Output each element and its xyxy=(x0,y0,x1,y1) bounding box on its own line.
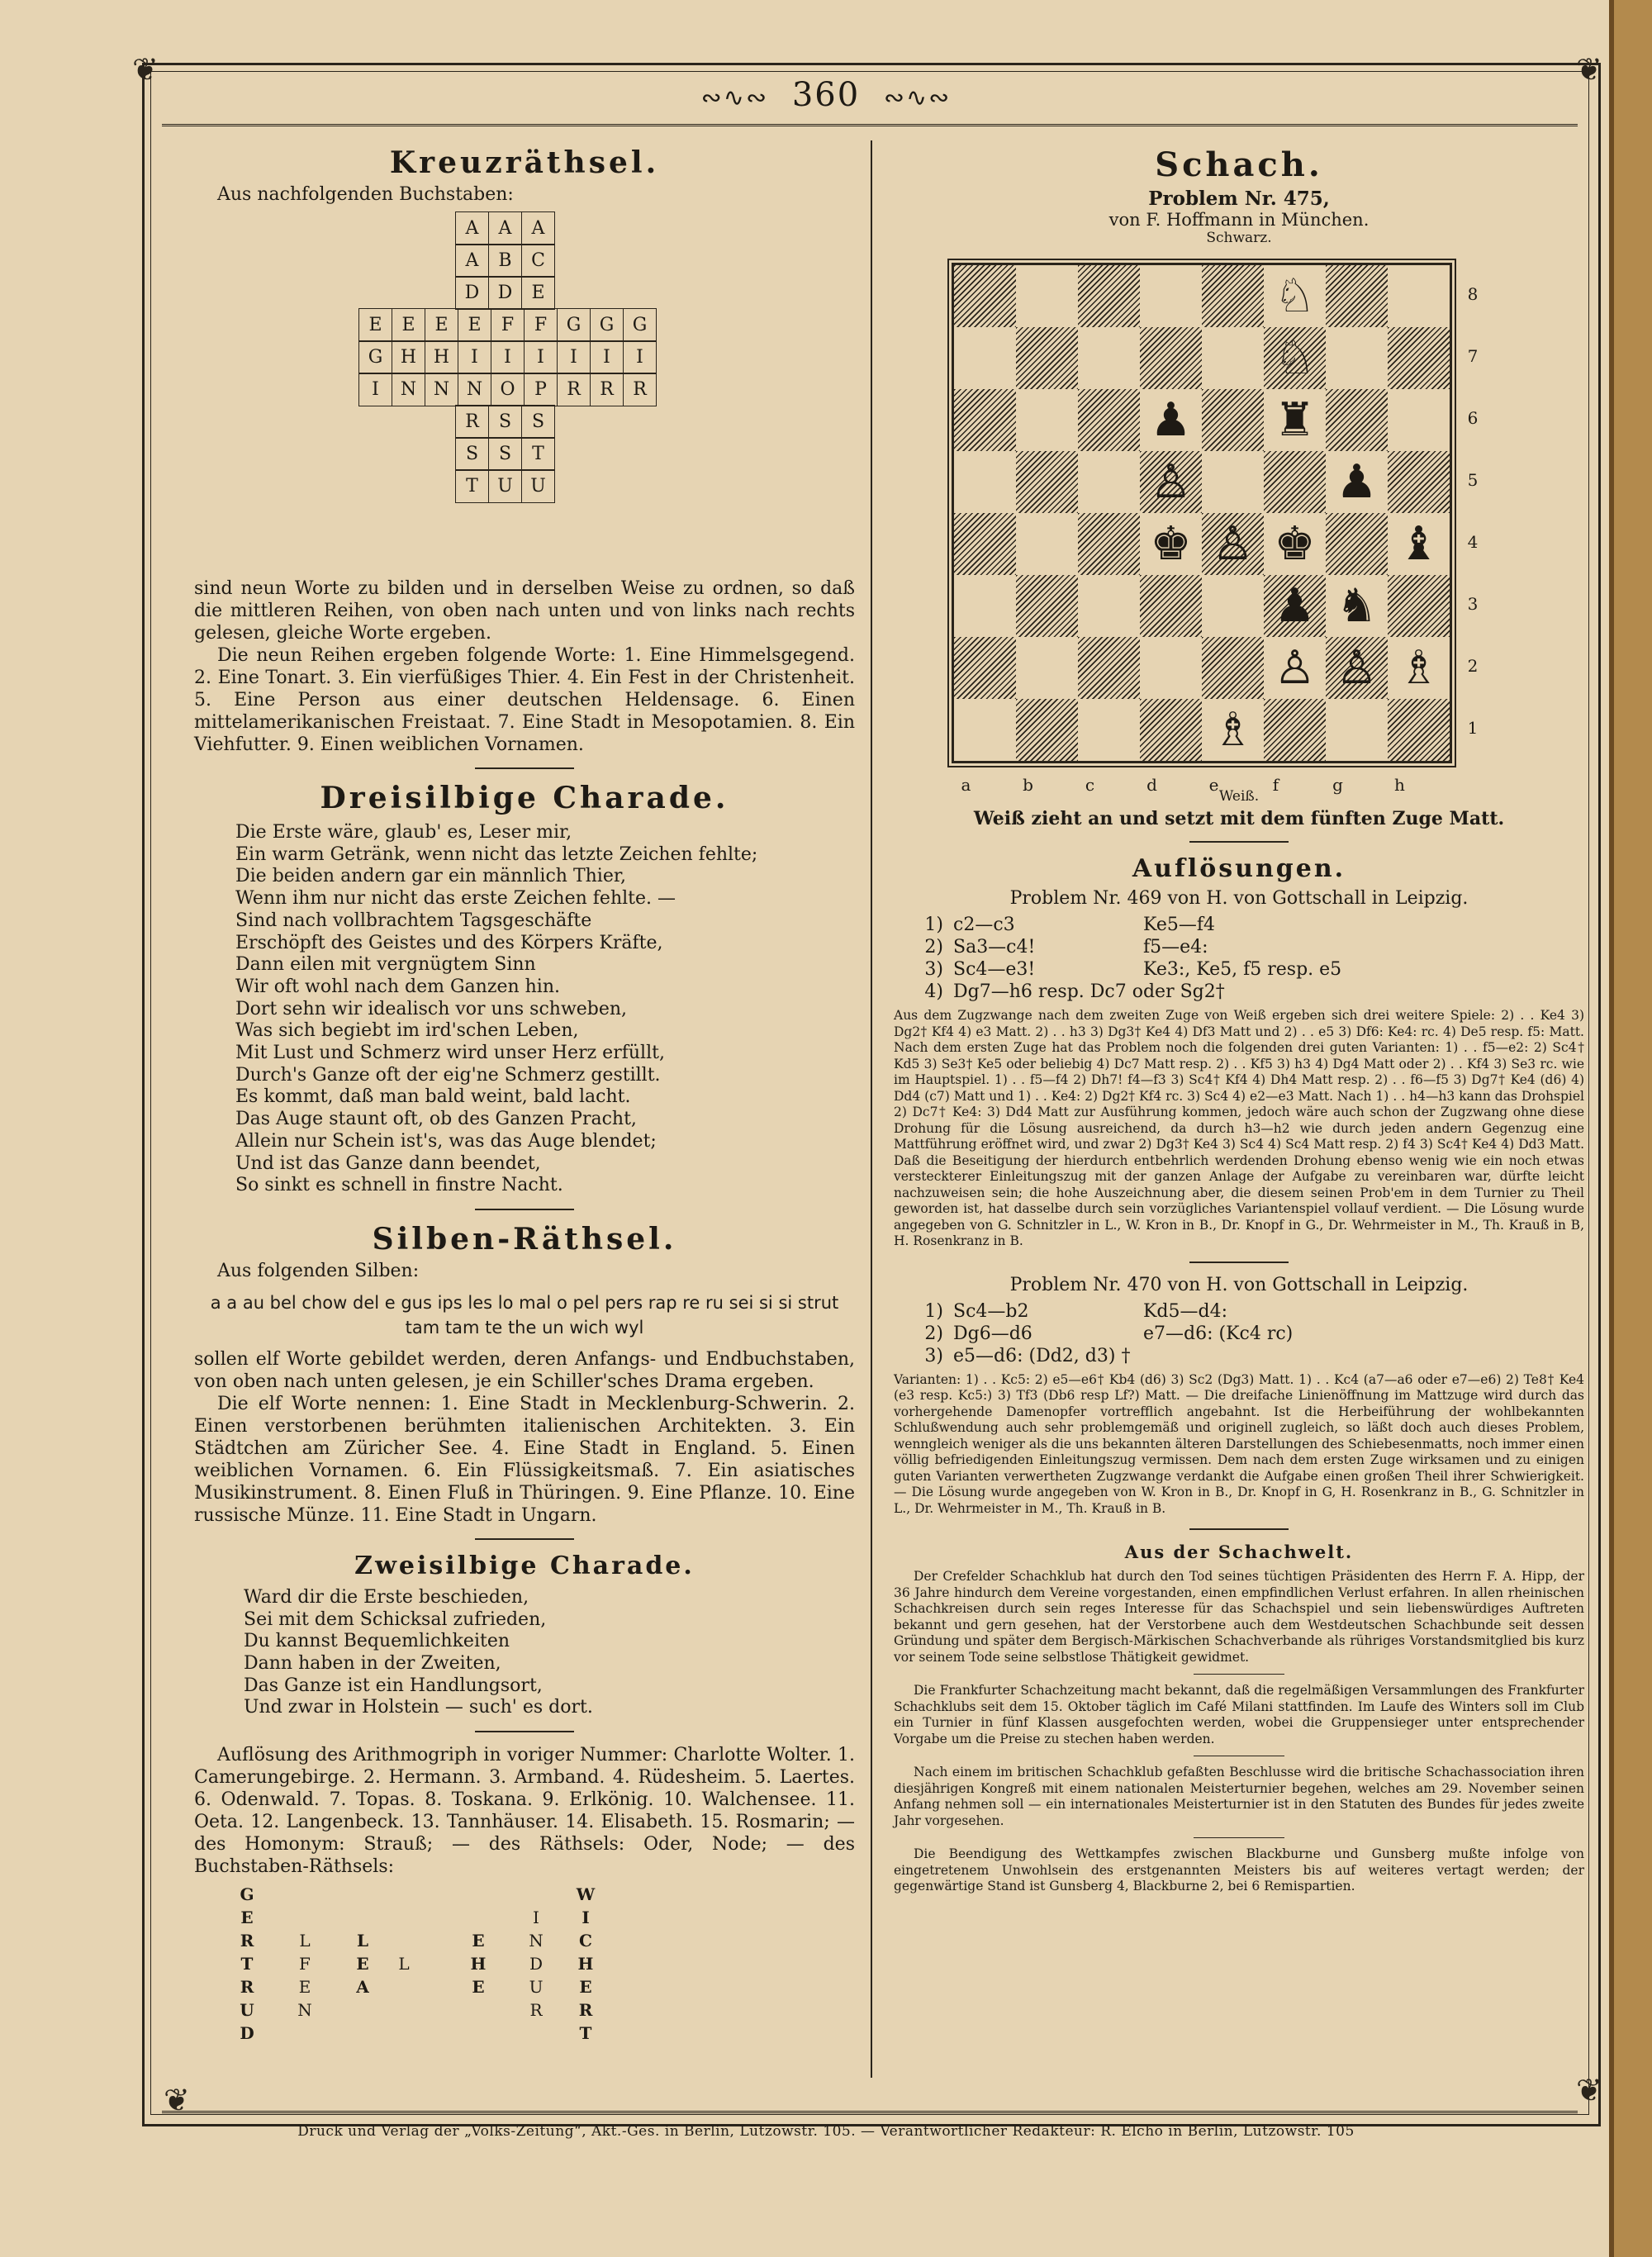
move-number: 3) xyxy=(924,1345,943,1366)
cross-cell: G xyxy=(358,340,392,374)
right-column xyxy=(894,140,1584,1903)
solution-letter xyxy=(293,1883,316,1906)
board-square xyxy=(1078,389,1140,451)
board-square xyxy=(954,637,1016,699)
board-square xyxy=(1326,513,1388,575)
file-label: a xyxy=(961,775,971,795)
cross-cell: E xyxy=(358,308,392,342)
corner-ornament-icon: ❦ xyxy=(164,2082,190,2118)
solution-letter: R xyxy=(578,2000,593,2021)
solution-letter: I xyxy=(533,1908,539,1928)
solution-letter: W xyxy=(576,1884,596,1905)
solution-column xyxy=(392,1883,415,2022)
cross-cell: N xyxy=(458,373,491,406)
cross-cell: P xyxy=(524,373,558,406)
news-paragraph: Der Crefelder Schachklub hat durch den Tod seines tüchtigen Präsidenten des Herrn F. A. Hipp, der 36 Jahre hindurch dem Vereine vorgestanden, einen empfindlichen Verlust erfahren. In allen rheinischen Schachkreisen durch sein reges Interesse für das Schachspiel und sein liebenswürdiges Auftreten bekannt und gern gesehen, hat der Verstorbene auch dem Westdeutschen Schachbunde seit dessen Gründung und später dem Bergisch-Märkischen Schachverbande als rühriges Vorstandsmitglied bis kurz vor seinem Tode seine selbstlose Thätigkeit gewidmet. xyxy=(894,1569,1584,1665)
board-square xyxy=(1078,699,1140,761)
solution-letter: R xyxy=(240,1931,254,1951)
poem-line: Was sich begiebt im ird'schen Leben, xyxy=(235,1020,579,1042)
cross-cell: A xyxy=(455,211,489,245)
cross-cell: R xyxy=(455,405,489,439)
poem-line: Das Auge staunt oft, ob des Ganzen Pracht, xyxy=(235,1109,637,1130)
kreuz-title: Kreuzräthsel. xyxy=(389,145,660,180)
file-label: e xyxy=(1208,775,1219,795)
file-label: c xyxy=(1085,775,1095,795)
rank-label: 3 xyxy=(1467,594,1479,614)
solution-letter: L xyxy=(356,1931,369,1951)
poem-line: Es kommt, daß man bald weint, bald lacht. xyxy=(235,1086,631,1108)
poem-line: Ein warm Getränk, wenn nicht das letzte Zeichen fehlte; xyxy=(235,843,758,865)
move-number: 1) xyxy=(924,1300,943,1322)
board-square xyxy=(1016,327,1078,389)
charade2-title: Zweisilbige Charade. xyxy=(354,1551,695,1580)
solution-letter: R xyxy=(529,2000,543,2021)
page-footer: Druck und Verlag der „Volks-Zeitung“, Akt.-Ges. in Berlin, Lützowstr. 105. — Verantwortlicher Redakteur: R. Elcho in Berlin, Lützowstr. 105 xyxy=(297,2123,1355,2140)
solution-letter: T xyxy=(240,1954,254,1974)
board-square xyxy=(1016,513,1078,575)
board-square xyxy=(1078,513,1140,575)
board-square xyxy=(1078,265,1140,327)
move-row xyxy=(894,1345,1584,1367)
board-square xyxy=(1078,327,1140,389)
solution-letter: E xyxy=(579,1977,592,1998)
poem-line: Wir oft wohl nach dem Ganzen hin. xyxy=(235,976,560,997)
board-square xyxy=(1016,451,1078,513)
cross-cell: U xyxy=(488,469,522,503)
chess-piece-icon: ♙ xyxy=(1212,517,1254,571)
column-divider xyxy=(871,140,872,2078)
kreuz-words: Die neun Reihen ergeben folgende Worte: 1. Eine Himmelsgegend. 2. Eine Tonart. 3. Ein vierfüßiges Thier. 4. Ein Fest in der Christenheit. 5. Eine Person aus einer deutschen Heldensage. 6. Einen mittelamerikanischen Freistaat. 7. Eine Stadt in Mesopotamien. 8. Ein Viehfutter. 9. Einen weiblichen Vornamen. xyxy=(194,645,855,755)
chess-piece-icon: ♝ xyxy=(1398,517,1440,571)
solution-letter: N xyxy=(297,2000,312,2021)
board-square xyxy=(1326,389,1388,451)
cross-cell: G xyxy=(590,308,624,342)
solution-letter: N xyxy=(529,1931,544,1951)
silben-words: Die elf Worte nennen: 1. Eine Stadt in Mecklenburg-Schwerin. 2. Einen verstorbenen berühmten italienischen Architekten. 3. Ein Städtchen am Züricher See. 4. Eine Stadt in England. 5. Einen weiblichen Vornamen. 6. Ein Flüssigkeitsmaß. 7. Ein asiatisches Musikinstrument. 8. Einen Fluß in Thüringen. 9. Eine Pflanze. 10. Eine russische Münze. 11. Eine Stadt in Ungarn. xyxy=(194,1393,855,1526)
board-square xyxy=(1016,637,1078,699)
move-white: Sc4—e3! xyxy=(953,959,1036,980)
solution-letter xyxy=(525,1883,548,1906)
move-number: 4) xyxy=(924,981,943,1002)
cross-row xyxy=(456,245,555,278)
move-black: Ke5—f4 xyxy=(1143,915,1216,935)
kreuz-text: sind neun Worte zu bilden und in derselben Weise zu ordnen, so daß die mittleren Reihen, von oben nach unten und von links nach rechts gelesen, gleiche Worte ergeben. xyxy=(194,578,855,644)
cross-cell: E xyxy=(458,308,491,342)
schachwelt-title: Aus der Schachwelt. xyxy=(1124,1542,1354,1562)
move-black: e7—d6: (Kc4 rc) xyxy=(1143,1323,1294,1344)
divider xyxy=(475,1209,574,1210)
problem-author: von F. Hoffmann in München. xyxy=(1108,210,1370,230)
poem-line: Sind nach vollbrachtem Tagsgeschäfte xyxy=(235,910,592,931)
board-square xyxy=(954,327,1016,389)
board-square xyxy=(1388,265,1450,327)
move-black: Kd5—d4: xyxy=(1143,1300,1228,1322)
board-square xyxy=(1388,451,1450,513)
solution-letter xyxy=(467,1906,490,1929)
board-square xyxy=(1202,575,1264,637)
cross-cell: N xyxy=(425,373,458,406)
move-white: Dg7—h6 resp. Dc7 oder Sg2† xyxy=(953,981,1225,1002)
cross-cell: H xyxy=(392,340,425,374)
chess-piece-icon: ♚ xyxy=(1150,517,1192,571)
cross-cell: R xyxy=(557,373,591,406)
board-square xyxy=(1016,699,1078,761)
divider xyxy=(1194,1837,1284,1838)
flourish-left: ∾∿∾ xyxy=(700,83,769,112)
p469-note: Aus dem Zugzwange nach dem zweiten Zuge von Weiß ergeben sich drei weitere Spiele: 2) . . Ke4 3) Dg2† Kf4 4) e3 Matt. 2) . . h3 3) Dg3† Ke4 4) Df3 Matt und 2) . . e5 3) Df6: Ke4: rc. 4) De5 resp. f5: Matt. Nach dem ersten Zuge hat das Problem noch die folgenden drei guten Varianten: 1) . . f5—e2: 2) Sc4† Kd5 3) Se3† Ke5 oder beliebig 4) Dc7 Matt resp. 2) . . Kf5 3) h3 4) Dg4 Matt oder 2) . . Kf4 3) Se3 rc. wie im Hauptspiel. 1) . . f5—f4 2) Dh7! f4—f3 3) Sc4† Kf4 4) Dh4 Matt resp. 2) . . f6—f5 3) Dg7† Ke4 (d6) 4) Dd4 (c7) Matt und 1) . . Ke4: 2) Dg2† Kf4 rc. 3) Sc4 4) e2—e3 Matt. Nach 1) . . h4—h3 kann das Drohspiel 2) Dc7† Ke4: 3) Dd4 Matt zur Ausführung kommen, jedoch wäre auch schon der Zugzwang ohne diese Drohung für die Lösung ausreichend, da durch h3—h2 wie durch jeden andern Gegenzug eine Mattführung eröffnet wird, und zwar 2) Dg3† Ke4 3) Sc4 4) Sc4 Matt resp. 2) f4 3) Sc4† Ke4 4) Dd3 Matt. Daß die Beseitigung der hierdurch entbehrlich werdenden Drohung ebenso wenig wie ein noch etwas versteckterer Einleitungszug mit der ganzen Anlage der Aufgabe zu vereinbaren war, dürfte leicht nachzuweisen sein; die hohe Auszeichnung aber, die diesem seinen Prob'em in dem Turnier zu Theil geworden ist, hat dasselbe durch sein vorzügliches Variantenspiel vollauf verdient. — Die Lösung wurde angegeben von G. Schnitzler in L., W. Kron in B., Dr. Knopf in G., Dr. Wehrmeister in M., Th. Krauß in B, H. Rosenkranz in B. xyxy=(894,1008,1584,1248)
news-paragraph: Die Beendigung des Wettkampfes zwischen Blackburne und Gunsberg mußte infolge von eingetretenem Unwohlsein des erstgenannten Meisters bis auf weiteres vertagt werden; der gegenwärtige Stand ist Gunsberg 4, Blackburne 2, bei 6 Remispartien. xyxy=(894,1846,1584,1894)
board-square xyxy=(954,699,1016,761)
solution-letter: F xyxy=(299,1954,311,1974)
cross-cell: R xyxy=(590,373,624,406)
cross-cell: I xyxy=(623,340,657,374)
solution-letter xyxy=(392,1883,415,1906)
cross-cell: T xyxy=(521,437,555,471)
cross-row xyxy=(456,406,555,439)
chess-board xyxy=(952,263,1452,763)
cross-cell: N xyxy=(392,373,425,406)
solution-letter: T xyxy=(579,2023,592,2044)
rank-label: 7 xyxy=(1467,346,1479,366)
cross-cell: E xyxy=(392,308,425,342)
cross-cell: E xyxy=(425,308,458,342)
p470-head: Problem Nr. 470 von H. von Gottschall in Leipzig. xyxy=(1009,1274,1469,1295)
chess-piece-icon: ♞ xyxy=(1336,579,1378,633)
board-square xyxy=(1202,327,1264,389)
cross-cell: D xyxy=(488,276,522,310)
board-square xyxy=(954,513,1016,575)
solution-letter: H xyxy=(470,1954,487,1974)
cross-puzzle-grid xyxy=(194,206,855,577)
poem-line: Die Erste wäre, glaub' es, Leser mir, xyxy=(235,822,572,843)
solution-letter: L xyxy=(299,1931,311,1951)
solution-column xyxy=(467,1883,490,2045)
move-row xyxy=(894,914,1584,936)
problem-caption: Weiß zieht an und setzt mit dem fünften Zuge Matt. xyxy=(973,808,1505,829)
solution-letter xyxy=(351,2022,374,2045)
solution-letter: R xyxy=(240,1977,254,1998)
solution-column xyxy=(293,1883,316,2045)
poem-line: Dann eilen mit vergnügtem Sinn xyxy=(235,954,536,976)
cross-cell: H xyxy=(425,340,458,374)
solution-letter xyxy=(467,1998,490,2022)
solution-letter xyxy=(351,1998,374,2022)
move-white: Dg6—d6 xyxy=(953,1323,1032,1344)
chess-piece-icon: ♟ xyxy=(1150,393,1192,447)
cross-cell: I xyxy=(590,340,624,374)
file-label: g xyxy=(1332,775,1343,795)
rank-label: 2 xyxy=(1467,656,1479,676)
solution-column xyxy=(235,1883,259,2045)
rank-label: 8 xyxy=(1467,284,1479,304)
solution-letter: H xyxy=(577,1954,594,1974)
move-row xyxy=(894,936,1584,958)
solution-letter: E xyxy=(298,1977,311,1998)
board-square xyxy=(1016,389,1078,451)
header-rule xyxy=(162,124,1578,126)
poem-line: Das Ganze ist ein Handlungsort, xyxy=(244,1675,543,1696)
solution-letter xyxy=(467,2022,490,2045)
cross-cell: I xyxy=(458,340,491,374)
solution-letter: E xyxy=(472,1931,485,1951)
left-column xyxy=(194,140,855,2160)
cross-row xyxy=(456,212,555,245)
p469-moves xyxy=(894,914,1584,1003)
chess-piece-icon: ♘ xyxy=(1274,331,1316,385)
cross-cell: A xyxy=(521,211,555,245)
board-square xyxy=(1140,699,1202,761)
cross-cell: S xyxy=(521,405,555,439)
solution-letter: L xyxy=(398,1954,410,1974)
divider xyxy=(1189,841,1289,843)
poem-line: Sei mit dem Schicksal zufrieden, xyxy=(244,1608,547,1630)
divider xyxy=(475,767,574,769)
cross-row xyxy=(456,438,555,471)
move-number: 1) xyxy=(924,915,943,935)
cross-cell: R xyxy=(623,373,657,406)
cross-cell: G xyxy=(623,308,657,342)
board-square xyxy=(1078,575,1140,637)
poem-line: Wenn ihm nur nicht das erste Zeichen fehlte. — xyxy=(235,888,676,910)
cross-cell: B xyxy=(488,244,522,278)
solution-letter xyxy=(525,2022,548,2045)
solution-letter xyxy=(467,1883,490,1906)
board-square xyxy=(1016,265,1078,327)
divider xyxy=(1189,1262,1289,1263)
board-square xyxy=(1140,637,1202,699)
rank-label: 5 xyxy=(1467,470,1479,490)
cross-cell: U xyxy=(521,469,555,503)
solution-letter: E xyxy=(472,1977,485,1998)
rank-label: 6 xyxy=(1467,408,1479,428)
poem-line: Und ist das Ganze dann beendet, xyxy=(235,1152,541,1174)
chess-piece-icon: ♗ xyxy=(1212,703,1254,757)
board-square xyxy=(1326,699,1388,761)
solution-letter xyxy=(293,2022,316,2045)
solution-letter: U xyxy=(240,2000,254,2021)
board-square xyxy=(1326,327,1388,389)
solution-letter xyxy=(392,1929,415,1952)
board-square xyxy=(1264,699,1326,761)
solution-letter xyxy=(293,1906,316,1929)
corner-ornament-icon: ❦ xyxy=(132,51,159,88)
cross-cell: I xyxy=(557,340,591,374)
poem-line: Und zwar in Holstein — such' es dort. xyxy=(244,1697,593,1718)
board-square xyxy=(954,575,1016,637)
divider xyxy=(475,1731,574,1732)
cross-cell: I xyxy=(491,340,525,374)
solution-letter xyxy=(392,1906,415,1929)
news-paragraph: Die Frankfurter Schachzeitung macht bekannt, daß die regelmäßigen Versammlungen des Frankfurter Schachklubs seit dem 15. Oktober täglich im Café Milani stattfinden. Im Laufe des Winters soll im Club ein Turnier in fünf Klassen ausgefochten werden, wobei die Gruppensieger unter entsprechender Vorgabe um die Preise zu stechen haben werden. xyxy=(894,1683,1584,1746)
cross-row xyxy=(456,277,555,310)
board-square xyxy=(1388,327,1450,389)
cross-cell: E xyxy=(521,276,555,310)
board-square xyxy=(1140,265,1202,327)
solution-letter: D xyxy=(240,2023,254,2044)
solution-letter: U xyxy=(529,1977,544,1998)
cross-row xyxy=(359,341,657,374)
solution-letter: E xyxy=(356,1954,369,1974)
board-square xyxy=(954,389,1016,451)
board-square xyxy=(1264,451,1326,513)
board-square xyxy=(1140,575,1202,637)
poem-line: Allein nur Schein ist's, was das Auge blendet; xyxy=(235,1130,657,1152)
chess-diagram xyxy=(894,246,1584,795)
move-row xyxy=(894,958,1584,981)
board-square xyxy=(1202,451,1264,513)
cross-row xyxy=(456,470,555,503)
divider xyxy=(475,1538,574,1540)
file-label: b xyxy=(1023,775,1033,795)
file-label: h xyxy=(1394,775,1405,795)
divider xyxy=(1194,1674,1284,1675)
chess-piece-icon: ♜ xyxy=(1274,393,1316,447)
cross-row xyxy=(359,373,657,406)
move-white: Sc4—b2 xyxy=(953,1300,1029,1322)
cross-cell: D xyxy=(455,276,489,310)
silben-text: sollen elf Worte gebildet werden, deren Anfangs- und Endbuchstaben, von oben nach unten gelesen, je ein Schiller'sches Drama ergeben. xyxy=(194,1348,855,1392)
chess-piece-icon: ♙ xyxy=(1150,455,1192,509)
cross-cell: F xyxy=(524,308,558,342)
p470-moves xyxy=(894,1300,1584,1367)
cross-cell: I xyxy=(524,340,558,374)
solution-letter xyxy=(392,1975,415,1998)
move-number: 3) xyxy=(924,959,943,980)
move-row xyxy=(894,1300,1584,1323)
chess-piece-icon: ♘ xyxy=(1274,269,1316,323)
solution-letter: D xyxy=(529,1954,544,1974)
solution-column xyxy=(574,1883,597,2045)
book-spine xyxy=(1609,0,1652,2257)
cross-cell: S xyxy=(488,405,522,439)
p469-head: Problem Nr. 469 von H. von Gottschall in Leipzig. xyxy=(1009,888,1469,909)
poem-line: Die beiden andern gar ein männlich Thier, xyxy=(235,866,626,887)
black-label: Schwarz. xyxy=(1206,230,1272,246)
chess-piece-icon: ♗ xyxy=(1398,641,1440,695)
chess-piece-icon: ♟ xyxy=(1336,455,1378,509)
move-row xyxy=(894,981,1584,1003)
board-square xyxy=(1202,637,1264,699)
chess-piece-icon: ♙ xyxy=(1336,641,1378,695)
schachwelt-news xyxy=(894,1569,1584,1895)
move-row xyxy=(894,1323,1584,1345)
board-square xyxy=(1388,575,1450,637)
file-label: f xyxy=(1272,775,1279,795)
poem-line: Durch's Ganze oft der eig'ne Schmerz gestillt. xyxy=(235,1064,661,1086)
poem-line: Du kannst Bequemlichkeiten xyxy=(244,1631,510,1652)
chess-piece-icon: ♙ xyxy=(1274,641,1316,695)
charade3-title: Dreisilbige Charade. xyxy=(320,781,729,815)
move-white: e5—d6: (Dd2, d3) † xyxy=(953,1345,1131,1366)
solution-letter: I xyxy=(582,1908,590,1928)
solution-letter: G xyxy=(240,1884,254,1905)
news-paragraph: Nach einem im britischen Schachklub gefaßten Beschlusse wird die britische Schachassociation ihren diesjährigen Kongreß mit einem nationalen Meisterturnier begehen, welches am 29. November seinen Anfang nehmen soll — ein internationales Meisterturnier ist in den Statuten des Bundes für jedes zweite Jahr vorgesehen. xyxy=(894,1765,1584,1828)
p470-note: Varianten: 1) . . Kc5: 2) e5—e6† Kb4 (d6) 3) Sc2 (Dg3) Matt. 1) . . Kc4 (a7—a6 oder e7—e6) 2) Te8† Ke4 (e3 resp. Kc5:) 3) Tf3 (Db6 resp Lf?) Matt. — Die dreifache Linienöffnung im Mattzuge wird durch das vorhergehende Damenopfer vortrefflich angebahnt. Ist die Herbeiführung der wohlbekannten Schlußwendung auch sehr problemgemäß und originell zugleich, so läßt doch auch dieses Problem, wenngleich weniger als die uns bekannten älteren Darstellungen des Schiebesenmatts, noch immer einen völlig befriedigenden Einleitungszug vermissen. Dem nach dem ersten Zuge wirksamen und zu einigen guten Varianten verwertheten Zugzwange verdankt die Aufgabe einen großen Theil ihrer Schwierigkeit. — Die Lösung wurde angegeben von W. Kron in B., Dr. Knopf in G, H. Rosenkranz in B., G. Schnitzler in L., Dr. Wehrmeister in M., Th. Krauß in B. xyxy=(894,1371,1584,1516)
charade3-poem xyxy=(235,822,855,1197)
file-label: d xyxy=(1146,775,1157,795)
page-number: 360 xyxy=(791,76,861,114)
cross-cell: F xyxy=(491,308,525,342)
problem-number: Problem Nr. 475, xyxy=(1148,188,1330,210)
chess-piece-icon: ♟ xyxy=(1274,579,1316,633)
kreuz-intro: Aus nachfolgenden Buchstaben: xyxy=(217,184,514,205)
cross-cell: A xyxy=(455,244,489,278)
cross-cell: C xyxy=(521,244,555,278)
solution-letter xyxy=(392,1998,415,2022)
schach-title: Schach. xyxy=(1155,145,1323,184)
page-header xyxy=(0,76,1652,114)
flourish-right: ∾∿∾ xyxy=(883,83,952,112)
charade2-poem xyxy=(244,1587,855,1719)
board-square xyxy=(1078,637,1140,699)
silben-intro: Aus folgenden Silben: xyxy=(217,1260,420,1281)
move-white: Sa3—c4! xyxy=(953,937,1036,957)
poem-line: Dort sehn wir idealisch vor uns schweben, xyxy=(235,998,628,1019)
solution-letter: A xyxy=(356,1977,369,1998)
solution-letter xyxy=(351,1883,374,1906)
board-square xyxy=(954,451,1016,513)
move-black: Ke3:, Ke5, f5 resp. e5 xyxy=(1143,959,1342,980)
chess-piece-icon: ♚ xyxy=(1274,517,1316,571)
solution-column xyxy=(525,1883,548,2045)
poem-line: Dann haben in der Zweiten, xyxy=(244,1653,501,1675)
board-square xyxy=(1388,699,1450,761)
move-number: 2) xyxy=(924,1323,943,1344)
board-square xyxy=(1388,389,1450,451)
poem-line: Erschöpft des Geistes und des Körpers Kräfte, xyxy=(235,932,663,953)
cross-cell: A xyxy=(488,211,522,245)
white-label: Weiß. xyxy=(1218,788,1260,805)
cross-cell: S xyxy=(488,437,522,471)
solution-letter xyxy=(351,1906,374,1929)
divider xyxy=(1189,1528,1289,1530)
poem-line: So sinkt es schnell in finstre Nacht. xyxy=(235,1175,563,1196)
rank-label: 1 xyxy=(1467,718,1479,738)
board-square xyxy=(954,265,1016,327)
corner-ornament-icon: ❦ xyxy=(1576,51,1602,88)
board-square xyxy=(1078,451,1140,513)
board-square xyxy=(1326,265,1388,327)
move-number: 2) xyxy=(924,937,943,957)
cross-cell: G xyxy=(557,308,591,342)
loesungen-title: Auflösungen. xyxy=(1132,854,1346,883)
corner-ornament-icon: ❦ xyxy=(1576,2072,1602,2108)
board-square xyxy=(1140,327,1202,389)
solution-letter: E xyxy=(240,1908,254,1928)
poem-line: Mit Lust und Schmerz wird unser Herz erfüllt, xyxy=(235,1043,665,1064)
buchstaben-solution-grid xyxy=(194,1883,855,2160)
board-square xyxy=(1202,389,1264,451)
board-square xyxy=(1016,575,1078,637)
silben-syllables: a a au bel chow del e gus ips les lo mal o pel pers rap re ru sei si si strut tam tam te the un wich wyl xyxy=(210,1292,839,1338)
cross-cell: O xyxy=(491,373,525,406)
move-black: f5—e4: xyxy=(1143,937,1208,957)
solution-letter: C xyxy=(579,1931,592,1951)
rank-label: 4 xyxy=(1467,532,1479,552)
cross-row xyxy=(359,309,657,342)
move-white: c2—c3 xyxy=(953,915,1015,935)
cross-cell: I xyxy=(358,373,392,406)
poem-line: Ward dir die Erste beschieden, xyxy=(244,1586,529,1608)
board-square xyxy=(1202,265,1264,327)
cross-cell: T xyxy=(455,469,489,503)
cross-cell: S xyxy=(455,437,489,471)
silben-title: Silben-Räthsel. xyxy=(372,1221,677,1257)
footer-rule xyxy=(162,2111,1578,2113)
aufloesung-text: Auflösung des Arithmogriph in voriger Nummer: Charlotte Wolter. 1. Camerungebirge. 2. Hermann. 3. Armband. 4. Rüdesheim. 5. Laertes. 6. Odenwald. 7. Topas. 8. Toskana. 9. Erlkönig. 10. Walchensee. 11. Oeta. 12. Langenbeck. 13. Tannhäuser. 14. Elisabeth. 15. Rosmarin; — des Homonym: Strauß; — des Räthsels: Oder, Node; — des Buchstaben-Räthsels: xyxy=(194,1745,855,1878)
solution-column xyxy=(351,1883,374,2045)
